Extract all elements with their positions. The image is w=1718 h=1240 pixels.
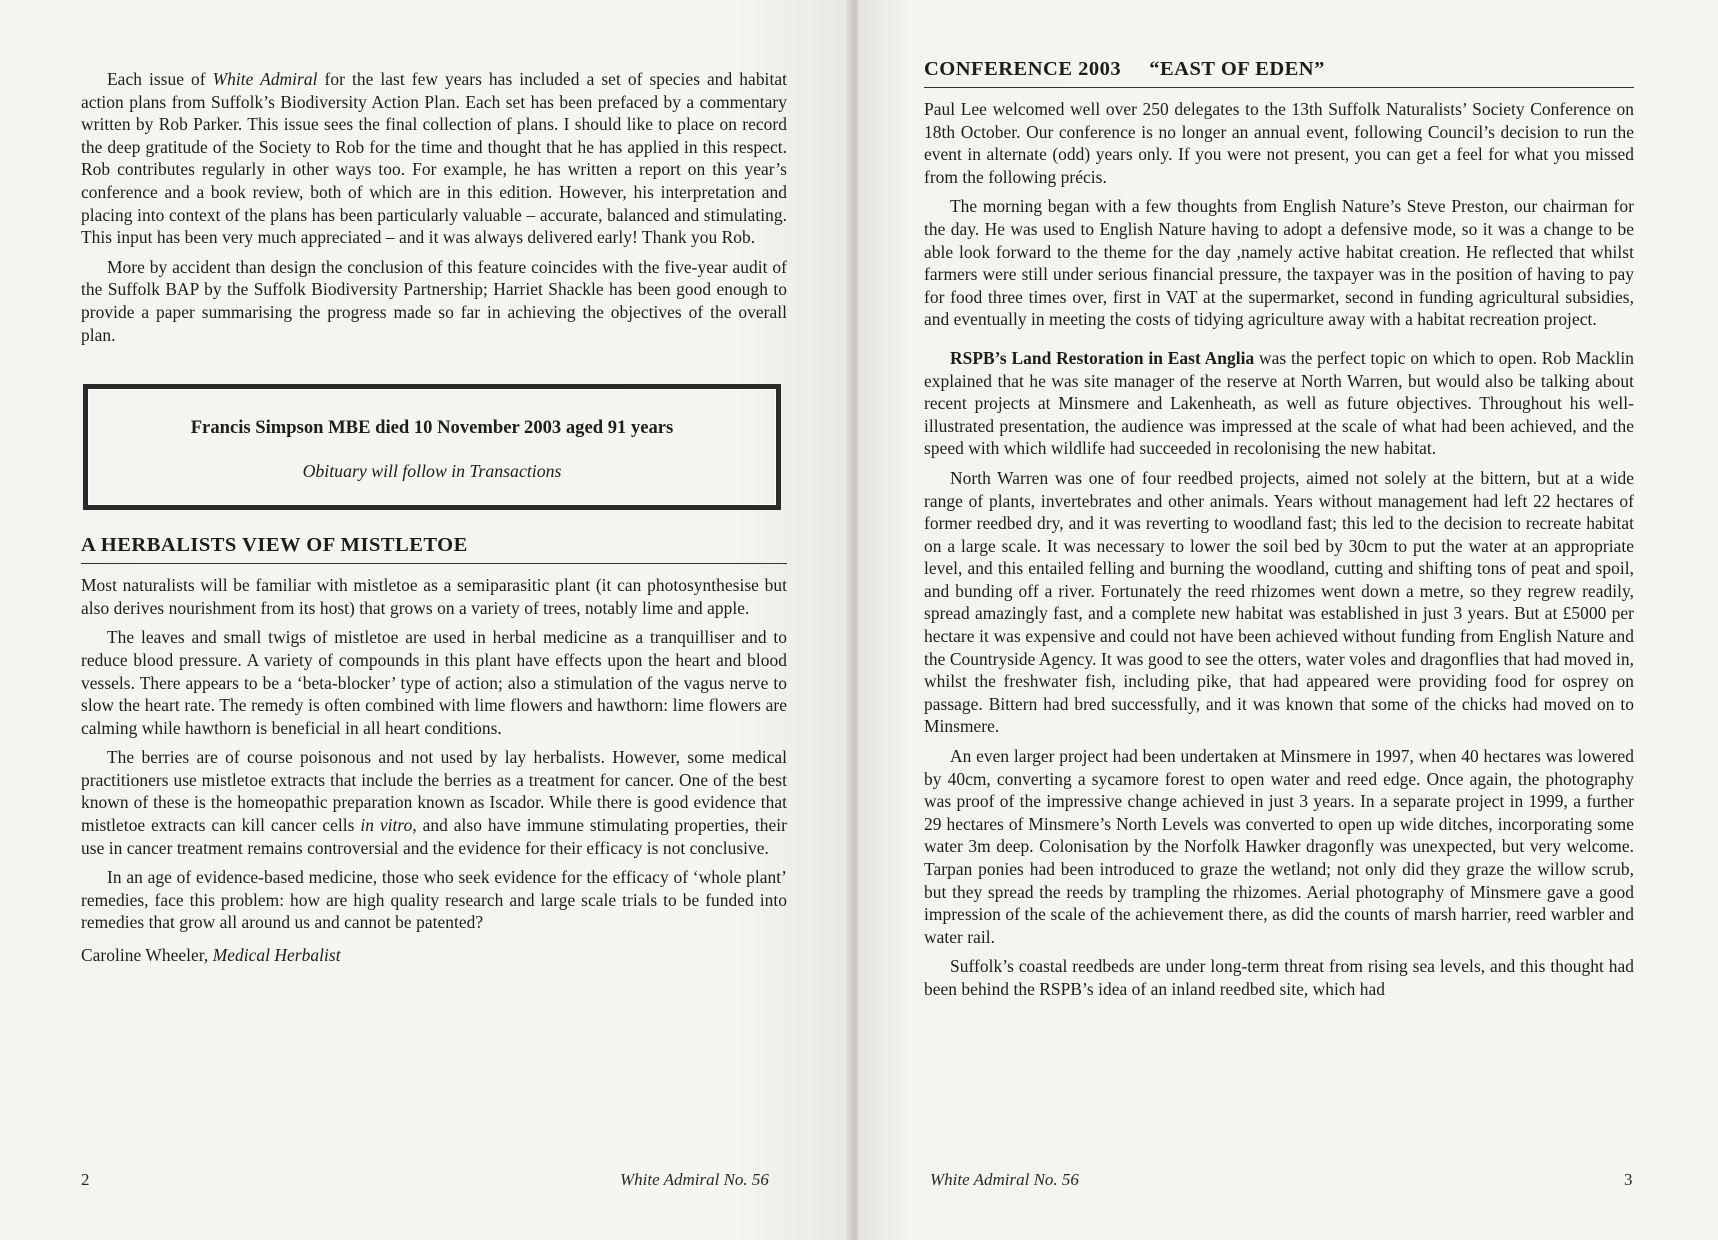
mistletoe-paragraph-4: In an age of evidence-based medicine, those who seek evidence for the efficacy of ‘whole plant’ remedies, face this problem: how are high quality research and large scale trials to be funded into remedies that grow all around us and cannot be patented? [81, 867, 787, 933]
conference-paragraph-6: Suffolk’s coastal reedbeds are under long-term threat from rising sea levels, and this thought had been behind the RSPB’s idea of an inland reedbed site, which had [924, 956, 1634, 999]
talk-title: RSPB’s Land Restoration in East Anglia [950, 347, 1255, 368]
right-column [924, 58, 1634, 1001]
intro-paragraph-2: More by accident than design the conclusion of this feature coincides with the five-year audit of the Suffolk BAP by the Suffolk Biodiversity Partnership; Harriet Shackle has been good enough to provide a paper summarising the progress made so far in achieving the objectives of the overall plan. [81, 256, 787, 345]
intro-paragraph-1: Each issue of White Admiral for the last few years has included a set of species and habitat action plans from Suffolk’s Biodiversity Action Plan. Each set has been prefaced by a commentary written by Rob Parker. This issue sees the final collection of plans. I should like to place on record the deep gratitude of the Society to Rob for the time and thought that he has applied in this respect. Rob contributes regularly in other ways too. For example, he has written a report on this year’s conference and a book review, both of which are in this edition. However, his interpretation and placing into context of the plans has been particularly valuable – accurate, balanced and stimulating. This input has been very much appreciated – and it was always delivered early! Thank you Rob. [81, 69, 787, 248]
obituary-notice-subtitle: Obituary will follow in Transactions [302, 461, 562, 482]
mistletoe-article-heading: A HERBALISTS VIEW OF MISTLETOE [81, 534, 787, 564]
obituary-notice-title: Francis Simpson MBE died 10 November 2003 aged 91 years [190, 417, 674, 439]
left-page [0, 0, 852, 1240]
article-signature [81, 944, 787, 967]
conference-paragraph-2: The morning began with a few thoughts from English Nature’s Steve Preston, our chairman for the day. He was used to English Nature having to adopt a defensive mode, so it was a change to be able look forward to the theme for the day ,namely active habitat creation. He reflected that whilst farmers were still under serious financial pressure, the taxpayer was in the position of having to pay for food three times over, first in VAT at the supermarket, second in funding agricultural subsidies, and eventually in meeting the costs of tidying agriculture away with a habitat recreation project. [924, 196, 1634, 330]
signature-name: Caroline Wheeler, [81, 945, 213, 966]
mistletoe-paragraph-1: Most naturalists will be familiar with mistletoe as a semiparasitic plant (it can photosynthesise but also derives nourishment from its host) that grows on a variety of trees, notably lime and apple. [81, 575, 787, 618]
conference-paragraph-1: Paul Lee welcomed well over 250 delegates to the 13th Suffolk Naturalists’ Society Conference on 18th October. Our conference is no longer an annual event, following Council’s decision to run the event in alternate (odd) years only. If you were not present, you can get a feel for what you missed from the following précis. [924, 99, 1634, 187]
right-page [858, 0, 1718, 1240]
conference-article-heading: CONFERENCE 2003 “EAST OF EDEN” [924, 58, 1634, 88]
left-column [81, 68, 787, 967]
conference-paragraph-3 [924, 347, 1634, 460]
right-page-number: 3 [1624, 1170, 1633, 1189]
left-page-number: 2 [81, 1170, 90, 1189]
mistletoe-paragraph-2: The leaves and small twigs of mistletoe are used in herbal medicine as a tranquilliser and to reduce blood pressure. A variety of compounds in this plant have effects upon the heart and blood vessels. There appears to be a ‘beta-blocker’ type of action; also a stimulation of the vagus nerve to slow the heart rate. The remedy is often combined with lime flowers and hawthorn: lime flowers are calming while hawthorn is beneficial in all heart conditions. [81, 627, 787, 738]
obituary-notice-box [83, 384, 781, 510]
left-running-footer: White Admiral No. 56 [620, 1170, 769, 1189]
conference-paragraph-4: North Warren was one of four reedbed projects, aimed not solely at the bittern, but at a wide range of plants, invertebrates and other animals. Years without management had left 22 hectares of former reedbed dry, and it was reverting to woodland fast; this led to the decision to recreate habitat on a large scale. It was necessary to lower the soil bed by 30cm to put the water at an appropriate level, and this entailed felling and burning the woodland, cutting and shifting tons of peat and spoil, and bunding off a river. Fortunately the reed rhizomes went down a metre, so they regrew readily, spread amazingly fast, and a complete new habitat was established in just 3 years. But at £5000 per hectare it was expensive and could not have been achieved without funding from English Nature and the Countryside Agency. It was good to see the otters, water voles and dragonflies that had moved in, whilst the freshwater fish, including pike, that had appeared were providing food for osprey on passage. Bittern had bred successfully, and it was known that some of the chicks had moved on to Minsmere. [924, 467, 1634, 737]
signature-role: Medical Herbalist [212, 945, 341, 966]
right-running-footer: White Admiral No. 56 [930, 1170, 1079, 1189]
talk-intro: was the perfect topic on which to open. Rob Macklin explained that he was site manager of the reserve at North Warren, but would also be talking about recent projects at Minsmere and Lakenheath, as well as future objectives. Throughout his well-illustrated presentation, the audience was impressed at the scale of what had been achieved, and the speed with which wildlife had succeeded in recolonising the new habitat. [924, 347, 1634, 459]
conference-paragraph-5: An even larger project had been undertaken at Minsmere in 1997, when 40 hectares was lowered by 40cm, converting a sycamore forest to open water and reed edge. Once again, the photography was proof of the impressive change achieved in just 3 years. In a separate project in 1999, a further 29 hectares of Minsmere’s North Levels was converted to open up wide ditches, incorporating some water 3m deep. Colonisation by the Norfolk Hawker dragonfly was unexpected, but very welcome. Tarpan ponies had been introduced to graze the wetland; not only did they graze the willow scrub, but they spread the reeds by trampling the rhizomes. Aerial photography of Minsmere gave a good impression of the scale of the achievement there, as did the counts of marsh harrier, reed warbler and water rail. [924, 746, 1634, 947]
mistletoe-paragraph-3: The berries are of course poisonous and not used by lay herbalists. However, some medical practitioners use mistletoe extracts that include the berries as a treatment for cancer. One of the best known of these is the homeopathic preparation known as Iscador. While there is good evidence that mistletoe extracts can kill cancer cells in vitro, and also have immune stimulating properties, their use in cancer treatment remains controversial and the evidence for their efficacy is not conclusive. [81, 747, 787, 858]
